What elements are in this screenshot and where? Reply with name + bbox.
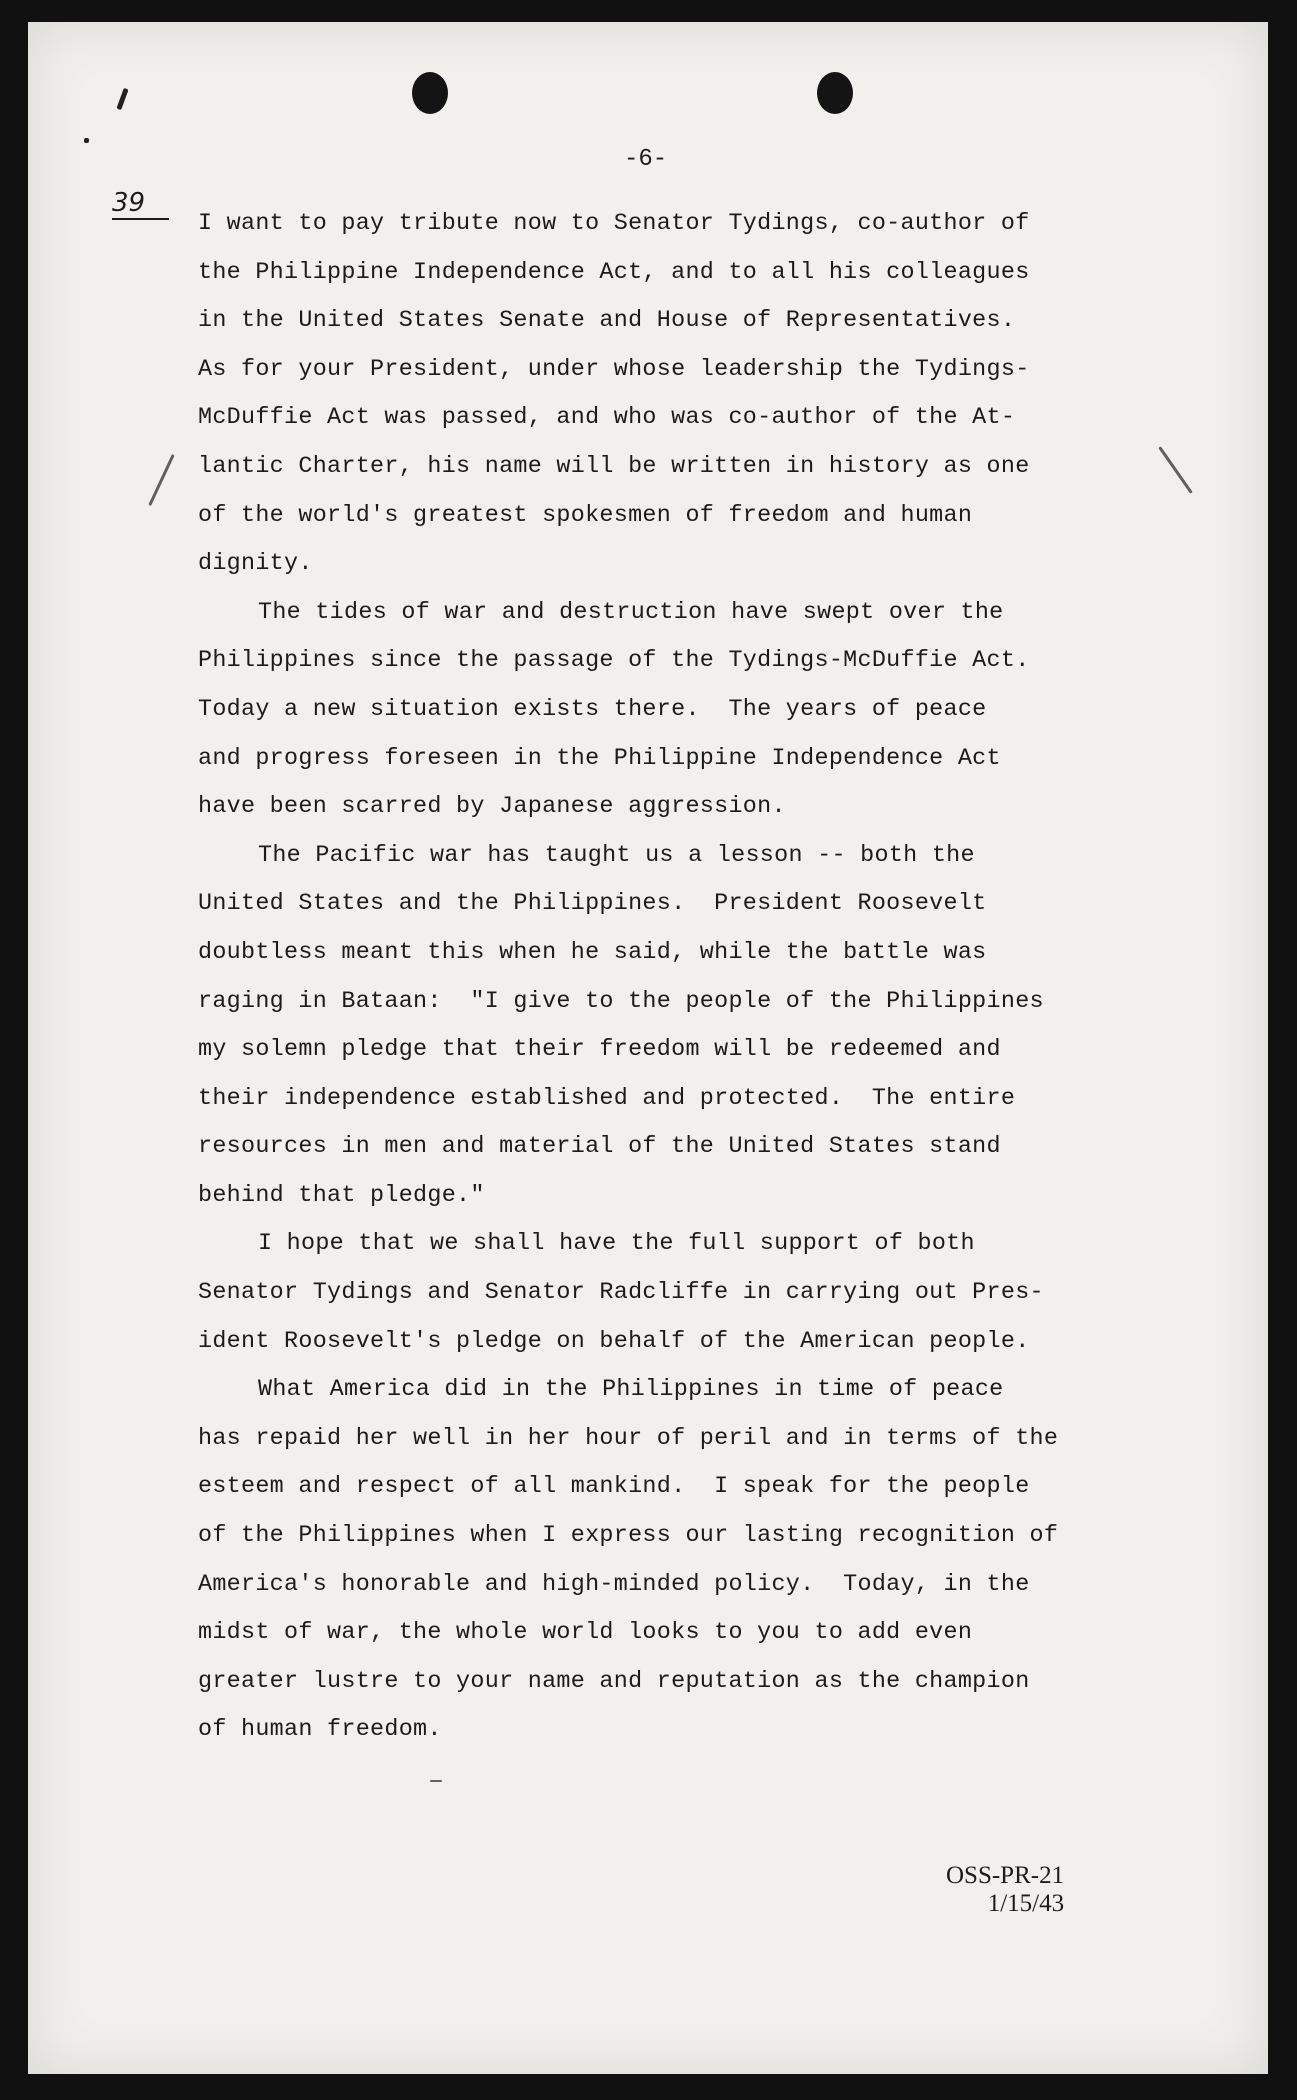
text-line: and progress foreseen in the Philippine Independence Act: [198, 745, 1001, 772]
text-line: behind that pledge.": [198, 1182, 485, 1209]
text-line: midst of war, the whole world looks to you to add even: [198, 1620, 973, 1647]
punch-hole-right: [817, 72, 853, 114]
document-page: [28, 22, 1268, 2074]
text-line: I want to pay tribute now to Senator Tydings, co-author of: [198, 211, 1030, 237]
text-line: The Pacific war has taught us a lesson -- both the: [258, 842, 975, 869]
text-line: The tides of war and destruction have swept over the: [258, 599, 1004, 626]
text-line: lantic Charter, his name will be written in history as one: [198, 453, 1030, 480]
text-line: in the United States Senate and House of Representatives.: [198, 308, 1016, 335]
text-line: Today a new situation exists there. The years of peace: [198, 696, 987, 723]
text-line: McDuffie Act was passed, and who was co-author of the At-: [198, 405, 1016, 432]
text-line: I hope that we shall have the full support of both: [258, 1231, 975, 1258]
reference-code: OSS-PR-21: [946, 1862, 1065, 1889]
text-line: dignity.: [198, 551, 313, 578]
text-line: the Philippine Independence Act, and to all his colleagues: [198, 259, 1030, 286]
text-line: their independence established and protected. The entire: [198, 1085, 1016, 1112]
ink-mark-top-left: [116, 88, 128, 110]
reference-date: 1/15/43: [987, 1890, 1065, 1917]
text-line: of human freedom.: [198, 1717, 442, 1744]
document-reference: [946, 1862, 1064, 1918]
text-line: of the Philippines when I express our lasting recognition of: [198, 1523, 1059, 1550]
text-line: has repaid her well in her hour of peril and in terms of the: [198, 1425, 1059, 1452]
text-line: ident Roosevelt's pledge on behalf of the American people.: [198, 1328, 1030, 1355]
text-line: raging in Bataan: "I give to the people of the Philippines: [198, 988, 1044, 1015]
punch-hole-left: [412, 72, 448, 114]
text-line: doubtless meant this when he said, while the battle was: [198, 939, 987, 966]
text-line: of the world's greatest spokesmen of freedom and human: [198, 502, 973, 529]
text-line: greater lustre to your name and reputation as the champion: [198, 1668, 1030, 1695]
text-line: What America did in the Philippines in time of peace: [258, 1377, 1004, 1404]
text-line: Philippines since the passage of the Tydings-McDuffie Act.: [198, 648, 1030, 675]
margin-note: 39: [112, 190, 169, 220]
body-text: [198, 200, 1128, 1755]
text-line: America's honorable and high-minded policy. Today, in the: [198, 1571, 1030, 1598]
text-line: have been scarred by Japanese aggression.: [198, 794, 786, 821]
ink-mark-right-margin: [1158, 446, 1193, 494]
text-line: resources in men and material of the United States stand: [198, 1134, 1001, 1161]
ink-mark-dot: [84, 138, 89, 143]
text-line: As for your President, under whose leadership the Tydings-: [198, 356, 1030, 383]
text-line: esteem and respect of all mankind. I speak for the people: [198, 1474, 1030, 1501]
text-line: Senator Tydings and Senator Radcliffe in carrying out Pres-: [198, 1280, 1044, 1307]
ink-mark-left-margin: [148, 454, 174, 506]
page-number: -6-: [624, 146, 668, 173]
text-line: United States and the Philippines. President Roosevelt: [198, 891, 987, 918]
ink-mark-bottom: [430, 1780, 442, 1782]
text-line: my solemn pledge that their freedom will be redeemed and: [198, 1037, 1001, 1064]
